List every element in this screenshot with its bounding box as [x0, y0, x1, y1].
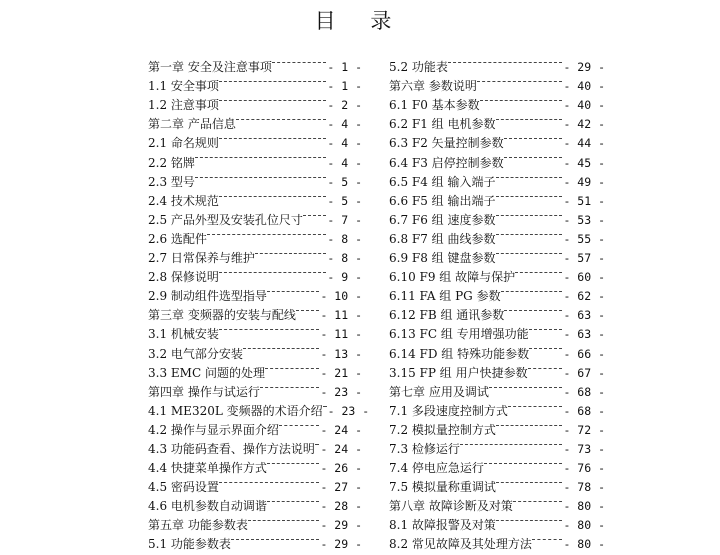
toc-leader-dashes — [496, 415, 563, 434]
toc-leader-dashes — [207, 224, 326, 243]
toc-entry-title: 6.5 F4 组 输入端子 — [389, 174, 496, 189]
toc-leader-dashes — [195, 167, 326, 186]
toc-entry-page: - 60 - — [563, 270, 605, 285]
toc-leader-dashes — [504, 128, 563, 147]
toc-entry-title: 7.4 停电应急运行 — [389, 461, 484, 476]
toc-entry-page: - 40 - — [563, 79, 605, 94]
toc-entry-page: - 11 - — [320, 308, 362, 323]
toc-leader-dashes — [219, 128, 326, 147]
toc-entry-title: 第一章 安全及注意事项 — [148, 60, 272, 75]
toc-entry-title: 4.2 操作与显示界面介绍 — [148, 422, 279, 437]
toc-entry-page: - 53 - — [563, 212, 605, 227]
toc-leader-dashes — [496, 472, 563, 491]
toc-entry-title: 2.4 技术规范 — [148, 193, 219, 208]
toc-entry-page: - 80 - — [563, 537, 605, 552]
toc-entry-title: 第三章 变频器的安装与配线 — [148, 308, 296, 323]
toc-entry-title: 5.1 功能参数表 — [148, 537, 231, 552]
toc-entry-page: - 76 - — [563, 461, 605, 476]
toc-entry-title: 2.8 保修说明 — [148, 270, 219, 285]
toc-entry-title: 7.2 模拟量控制方式 — [389, 422, 496, 437]
toc-entry-page: - 29 - — [563, 60, 605, 75]
toc-leader-dashes — [236, 109, 327, 128]
toc-entry-page: - 13 - — [320, 346, 362, 361]
toc-entry-title: 7.1 多段速度控制方式 — [389, 403, 508, 418]
toc-entry-page: - 78 - — [563, 480, 605, 495]
toc-entry-title: 6.13 FC 组 专用增强功能 — [389, 327, 529, 342]
toc-entry-page: - 68 - — [563, 384, 605, 399]
toc-leader-dashes — [496, 243, 563, 262]
toc-leader-dashes — [496, 224, 563, 243]
toc-leader-dashes — [267, 491, 320, 510]
toc-leader-dashes — [267, 281, 320, 300]
toc-entry-title: 2.9 制动组件选型指导 — [148, 289, 267, 304]
toc-leader-dashes — [260, 377, 320, 396]
toc-entry-page: - 57 - — [563, 251, 605, 266]
toc-entry-title: 6.1 F0 基本参数 — [389, 98, 480, 113]
toc-entry-title: 第八章 故障诊断及对策 — [389, 499, 513, 514]
toc-entry-page: - 8 - — [327, 231, 362, 246]
toc-entry-title: 2.7 日常保养与维护 — [148, 251, 255, 266]
toc-entry-title: 4.4 快捷菜单操作方式 — [148, 461, 267, 476]
toc-entry-title: 4.1 ME320L 变频器的术语介绍 — [148, 403, 323, 418]
toc-entry-page: - 55 - — [563, 231, 605, 246]
toc-leader-dashes — [248, 510, 320, 529]
toc-entry-title: 1.1 安全事项 — [148, 79, 219, 94]
toc-entry-title: 8.2 常见故障及其处理方法 — [389, 537, 532, 552]
toc-entry-page: - 4 - — [327, 155, 362, 170]
toc-entry-page: - 42 - — [563, 117, 605, 132]
toc-entry-page: - 49 - — [563, 174, 605, 189]
toc-entry-title: 3.3 EMC 问题的处理 — [148, 365, 265, 380]
toc-entry-page: - 62 - — [563, 289, 605, 304]
toc-leader-dashes — [508, 396, 563, 415]
toc-entry-title: 2.6 选配件 — [148, 231, 207, 246]
toc-leader-dashes — [315, 434, 320, 453]
toc-entry-title: 6.6 F5 组 输出端子 — [389, 193, 496, 208]
toc-entry-title: 2.1 命名规则 — [148, 136, 219, 151]
toc-entry-title: 2.2 铭牌 — [148, 155, 195, 170]
toc-entry-title: 第四章 操作与试运行 — [148, 384, 260, 399]
toc-entry-page: - 28 - — [320, 499, 362, 514]
toc-entry-title: 3.1 机械安装 — [148, 327, 219, 342]
toc-leader-dashes — [255, 243, 326, 262]
toc-leader-dashes — [195, 147, 326, 166]
toc-leader-dashes — [528, 358, 563, 377]
toc-entry-page: - 67 - — [563, 365, 605, 380]
toc-leader-dashes — [219, 186, 326, 205]
toc-entry-title: 3.2 电气部分安装 — [148, 346, 243, 361]
toc-entry-page: - 63 - — [563, 308, 605, 323]
toc-entry-page: - 44 - — [563, 136, 605, 151]
toc-entry-page: - 21 - — [320, 365, 362, 380]
toc-entry-title: 第二章 产品信息 — [148, 117, 236, 132]
toc-leader-dashes — [496, 186, 563, 205]
toc-entry-page: - 26 - — [320, 461, 362, 476]
toc-entry-page: - 29 - — [320, 518, 362, 533]
toc-leader-dashes — [496, 205, 563, 224]
toc-leader-dashes — [219, 90, 326, 109]
toc-leader-dashes — [231, 529, 320, 548]
toc-leader-dashes — [513, 491, 563, 510]
toc-entry-title: 1.2 注意事项 — [148, 98, 219, 113]
toc-entry-title: 8.1 故障报警及对策 — [389, 518, 496, 533]
toc-leader-dashes — [448, 52, 563, 71]
toc-entry-page: - 63 - — [563, 327, 605, 342]
toc-leader-dashes — [480, 90, 563, 109]
toc-leader-dashes — [267, 453, 320, 472]
toc-entry-title: 4.6 电机参数自动调谐 — [148, 499, 267, 514]
toc-entry-page: - 1 - — [327, 60, 362, 75]
toc-entry-title: 6.10 F9 组 故障与保护 — [389, 270, 516, 285]
toc-entry-title: 2.3 型号 — [148, 174, 195, 189]
toc-entry-title: 第五章 功能参数表 — [148, 518, 248, 533]
toc-entry-title: 6.3 F2 矢量控制参数 — [389, 136, 504, 151]
toc-leader-dashes — [529, 338, 562, 357]
toc-leader-dashes — [272, 52, 327, 71]
toc-entry-title: 4.5 密码设置 — [148, 480, 219, 495]
toc-entry-page: - 4 - — [327, 117, 362, 132]
toc-leader-dashes — [529, 319, 563, 338]
toc-entry-page: - 5 - — [327, 174, 362, 189]
toc-entry-page: - 8 - — [327, 251, 362, 266]
toc-entry-title: 2.5 产品外型及安装孔位尺寸 — [148, 212, 303, 227]
toc-entry-page: - 66 - — [563, 346, 605, 361]
toc-column-right — [389, 52, 605, 552]
toc-entry-page: - 9 - — [327, 270, 362, 285]
toc-leader-dashes — [496, 109, 563, 128]
toc-leader-dashes — [296, 300, 320, 319]
toc-leader-dashes — [303, 205, 326, 224]
page-title: 目 录 — [314, 9, 406, 33]
toc-entry-title: 6.9 F8 组 键盘参数 — [389, 251, 496, 266]
toc-entry-page: - 72 - — [563, 422, 605, 437]
toc-entry-page: - 10 - — [320, 289, 362, 304]
toc-entry-page: - 1 - — [327, 79, 362, 94]
toc-entry-title: 6.8 F7 组 曲线参数 — [389, 231, 496, 246]
toc-entry[interactable] — [389, 52, 605, 75]
toc-entry-page: - 68 - — [563, 403, 605, 418]
toc-entry-title: 3.15 FP 组 用户快捷参数 — [389, 365, 528, 380]
toc-entry-page: - 80 - — [563, 499, 605, 514]
toc-leader-dashes — [496, 167, 563, 186]
toc-leader-dashes — [532, 529, 563, 548]
toc-entry-page: - 24 - — [320, 441, 362, 456]
toc-leader-dashes — [515, 262, 562, 281]
toc-entry-page: - 11 - — [320, 327, 362, 342]
toc-entry-title: 第七章 应用及调试 — [389, 384, 489, 399]
toc-entry-page: - 40 - — [563, 98, 605, 113]
toc-leader-dashes — [504, 147, 563, 166]
toc-leader-dashes — [219, 472, 320, 491]
toc-entry-page: - 27 - — [320, 480, 362, 495]
toc-entry-page: - 5 - — [327, 193, 362, 208]
toc-leader-dashes — [501, 281, 563, 300]
toc-entry-title: 第六章 参数说明 — [389, 79, 477, 94]
toc-leader-dashes — [219, 71, 326, 90]
toc-entry-page: - 45 - — [563, 155, 605, 170]
toc-entry-page: - 23 - — [327, 403, 370, 418]
toc-entry-page: - 73 - — [563, 441, 605, 456]
toc-entry-title: 6.12 FB 组 通讯参数 — [389, 308, 505, 323]
toc-entry-title: 6.14 FD 组 特殊功能参数 — [389, 346, 530, 361]
toc-entry-title: 6.2 F1 组 电机参数 — [389, 117, 496, 132]
toc-leader-dashes — [484, 453, 563, 472]
toc-entry-page: - 7 - — [327, 212, 362, 227]
toc-leader-dashes — [496, 510, 563, 529]
toc-entry-title: 7.3 检修运行 — [389, 441, 460, 456]
toc-leader-dashes — [219, 262, 326, 281]
toc-column-left — [148, 52, 370, 552]
toc-entry-title: 7.5 模拟量称重调试 — [389, 480, 496, 495]
toc-leader-dashes — [265, 358, 320, 377]
toc-entry[interactable] — [148, 52, 362, 75]
toc-leader-dashes — [477, 71, 563, 90]
toc-entry-page: - 29 - — [320, 537, 362, 552]
toc-entry-page: - 80 - — [563, 518, 605, 533]
toc-leader-dashes — [243, 338, 320, 357]
toc-entry-title: 6.4 F3 启停控制参数 — [389, 155, 504, 170]
toc-entry-title: 5.2 功能表 — [389, 60, 448, 75]
toc-leader-dashes — [489, 377, 563, 396]
toc-entry-page: - 24 - — [320, 422, 362, 437]
toc-entry-page: - 4 - — [327, 136, 362, 151]
toc-entry-title: 4.3 功能码查看、操作方法说明 — [148, 441, 315, 456]
toc-entry-page: - 23 - — [320, 384, 362, 399]
toc-leader-dashes — [460, 434, 563, 453]
toc-entry-page: - 2 - — [327, 98, 362, 113]
toc-entry-title: 6.11 FA 组 PG 参数 — [389, 289, 501, 304]
toc-leader-dashes — [279, 415, 320, 434]
toc-entry-page: - 51 - — [563, 193, 605, 208]
toc-leader-dashes — [219, 319, 320, 338]
toc-leader-dashes — [504, 300, 562, 319]
toc-leader-dashes — [323, 396, 327, 415]
toc-entry-title: 6.7 F6 组 速度参数 — [389, 212, 496, 227]
